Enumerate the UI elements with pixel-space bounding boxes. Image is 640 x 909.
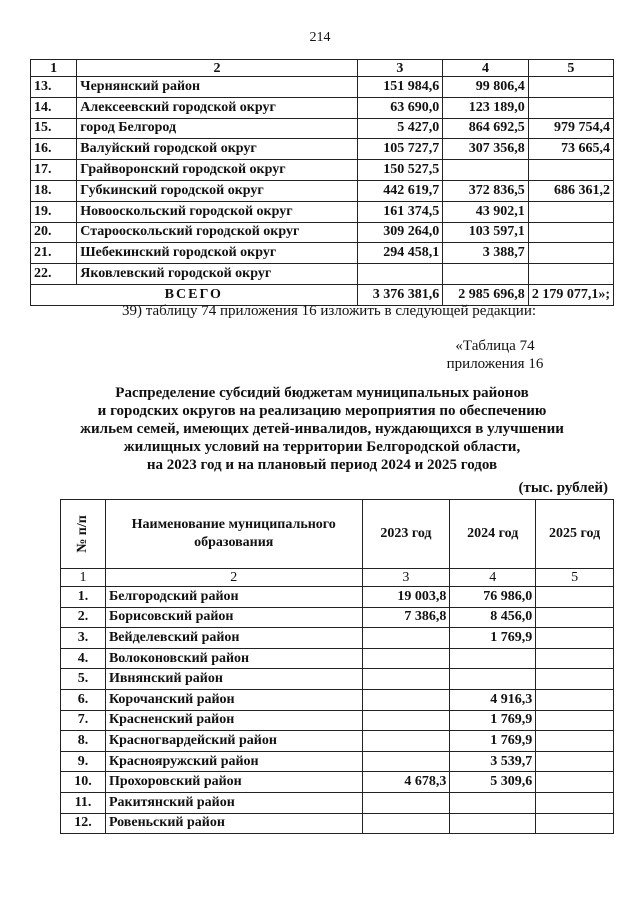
table-cell: Прохоровский район [105,772,362,793]
table-cell: Яковлевский городской округ [77,264,357,285]
title-line: жилищных условий на территории Белгородской области, [123,439,521,455]
table-cell: 17. [31,160,77,181]
table-row [31,77,614,98]
table-cell [536,628,614,649]
table-cell [357,264,443,285]
table-cell: 18. [31,180,77,201]
table-cell: 19 003,8 [362,587,450,608]
table-cell: 3. [61,628,106,649]
table-cell: 103 597,1 [443,222,529,243]
table-cell [536,813,614,834]
table-cell: 442 619,7 [357,180,443,201]
total-cell: 3 376 381,6 [357,284,443,305]
table-row [61,587,614,608]
table-cell: 14. [31,97,77,118]
col-number: 4 [450,569,536,587]
table-cell [362,710,450,731]
table-cell [536,710,614,731]
table-cell: 151 984,6 [357,77,443,98]
subsidy-table [60,499,614,834]
table-row [61,689,614,710]
table-cell: 6. [61,689,106,710]
table-cell: Алексеевский городской округ [77,97,357,118]
table-cell [536,648,614,669]
table-cell: 5 427,0 [357,118,443,139]
title-line: Распределение субсидий бюджетам муниципальных районов [115,385,529,401]
table-row [31,97,614,118]
table-cell: 1. [61,587,106,608]
table-cell: 307 356,8 [443,139,529,160]
title-line: на 2023 год и на плановый период 2024 и 2025 годов [146,457,498,473]
table-cell: 76 986,0 [450,587,536,608]
table-cell [536,751,614,772]
table-cell: 7. [61,710,106,731]
table-cell [450,669,536,690]
table-cell [528,243,613,264]
table-cell: 309 264,0 [357,222,443,243]
table-cell [536,607,614,628]
table-cell: 11. [61,792,106,813]
table-cell: 979 754,4 [528,118,613,139]
total-cell: 2 179 077,1»; [528,284,613,305]
table-cell [528,97,613,118]
table-cell [528,201,613,222]
table-cell: 19. [31,201,77,222]
table-cell [450,648,536,669]
table-cell: Новооскольский городской округ [77,201,357,222]
amendment-instruction: 39) таблицу 74 приложения 16 изложить в следующей редакции: [122,303,537,319]
table-cell: Вейделевский район [105,628,362,649]
table-row [31,180,614,201]
table-cell: 2. [61,607,106,628]
col-header-name: Наименование муниципального образования [105,500,362,569]
table-row [61,628,614,649]
col-header: 4 [443,60,529,77]
table-row [61,669,614,690]
table-cell: Волоконовский район [105,648,362,669]
table-cell: 5. [61,669,106,690]
table-row [31,118,614,139]
table-cell: 1 769,9 [450,731,536,752]
document-title [40,384,604,474]
table-header-row [61,500,614,569]
col-header-num [61,500,106,569]
table-cell [528,77,613,98]
table-cell: Губкинский городской округ [77,180,357,201]
table-cell: Чернянский район [77,77,357,98]
table-row [61,751,614,772]
col-header: 2 [77,60,357,77]
table-cell [536,587,614,608]
table-cell: 21. [31,243,77,264]
table-cell: Валуйский городской округ [77,139,357,160]
table-cell [362,628,450,649]
caption-line: приложения 16 [446,356,544,372]
table-row [31,222,614,243]
table-cell: 4. [61,648,106,669]
table-cell [362,751,450,772]
table-row [61,710,614,731]
table-cell [443,160,529,181]
table-row [31,201,614,222]
table-cell: 864 692,5 [443,118,529,139]
table-cell [528,160,613,181]
table-cell: 16. [31,139,77,160]
table-row [61,648,614,669]
table-cell: 4 916,3 [450,689,536,710]
table-cell [362,669,450,690]
table-row [61,607,614,628]
table-cell: город Белгород [77,118,357,139]
table-cell: 1 769,9 [450,710,536,731]
title-line: и городских округов на реализацию мероприятия по обеспечению [97,403,547,419]
table-cell: Старооскольский городской округ [77,222,357,243]
table-cell: 63 690,0 [357,97,443,118]
table-row [61,731,614,752]
table-cell: 20. [31,222,77,243]
table-row [31,139,614,160]
table-cell: Красногвардейский район [105,731,362,752]
table-cell: Белгородский район [105,587,362,608]
table-cell [536,689,614,710]
table-cell: 686 361,2 [528,180,613,201]
table-cell [536,731,614,752]
table-cell [450,792,536,813]
table-row [61,772,614,793]
table-cell: 13. [31,77,77,98]
table-cell: 5 309,6 [450,772,536,793]
table-cell: Ровеньский район [105,813,362,834]
column-number-row [61,569,614,587]
table-cell: Краснояружский район [105,751,362,772]
caption-line: «Таблица 74 [455,338,535,354]
table-cell: 150 527,5 [357,160,443,181]
table-cell: 372 836,5 [443,180,529,201]
table-row [31,160,614,181]
total-label: ВСЕГО [31,284,358,305]
table-cell [362,689,450,710]
title-line: жильем семей, имеющих детей-инвалидов, нуждающихся в улучшении [80,421,564,437]
table-cell: 22. [31,264,77,285]
col-number: 5 [536,569,614,587]
col-header-num-text: № п/п [74,515,90,553]
table-cell [362,813,450,834]
table-cell: 15. [31,118,77,139]
col-number: 1 [61,569,106,587]
table-cell: 7 386,8 [362,607,450,628]
table-cell: 73 665,4 [528,139,613,160]
table-cell: Красненский район [105,710,362,731]
table-cell: Грайворонский городской округ [77,160,357,181]
col-header: 3 [357,60,443,77]
table-cell: 43 902,1 [443,201,529,222]
col-header: 1 [31,60,77,77]
page-number: 214 [309,30,331,45]
table-row [31,264,614,285]
table-row [61,792,614,813]
table-cell: 99 806,4 [443,77,529,98]
col-number: 3 [362,569,450,587]
table-cell [450,813,536,834]
col-number: 2 [105,569,362,587]
table-cell: 161 374,5 [357,201,443,222]
table-cell: Шебекинский городской округ [77,243,357,264]
table-row [31,243,614,264]
table-caption [380,337,610,373]
col-header: 5 [528,60,613,77]
units-label: (тыс. рублей) [518,480,608,496]
col-header-2023: 2023 год [362,500,450,569]
table-cell: 12. [61,813,106,834]
table-cell: 123 189,0 [443,97,529,118]
table-cell: 10. [61,772,106,793]
table-cell [443,264,529,285]
table-cell: 105 727,7 [357,139,443,160]
table-cell [536,772,614,793]
table-cell [528,264,613,285]
table-cell: Корочанский район [105,689,362,710]
table-cell [536,669,614,690]
total-cell: 2 985 696,8 [443,284,529,305]
table-cell: Борисовский район [105,607,362,628]
table-header-row [31,60,614,77]
table-cell: 8 456,0 [450,607,536,628]
table-cell: Ракитянский район [105,792,362,813]
col-header-2025: 2025 год [536,500,614,569]
table-cell [362,731,450,752]
table-cell [362,792,450,813]
table-cell: 1 769,9 [450,628,536,649]
table-cell: 8. [61,731,106,752]
table-continuation [30,59,614,306]
table-cell: 9. [61,751,106,772]
table-cell: 4 678,3 [362,772,450,793]
col-header-2024: 2024 год [450,500,536,569]
table-row [61,813,614,834]
table-cell: 3 388,7 [443,243,529,264]
table-cell: 294 458,1 [357,243,443,264]
table-cell: Ивнянский район [105,669,362,690]
table-cell [362,648,450,669]
table-cell: 3 539,7 [450,751,536,772]
table-cell [528,222,613,243]
table-cell [536,792,614,813]
